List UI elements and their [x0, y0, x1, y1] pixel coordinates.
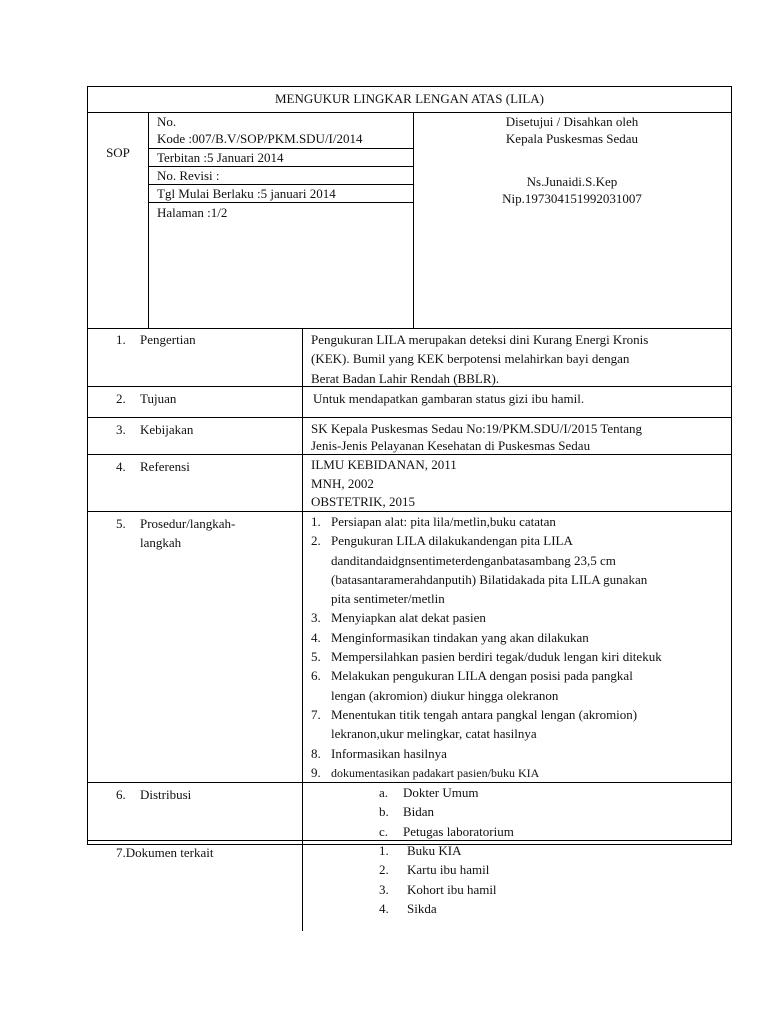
revisi-field: No. Revisi : — [149, 167, 413, 185]
signer-nip: Nip.197304151992031007 — [502, 191, 642, 206]
item-text: Dokter Umum — [403, 785, 479, 800]
content-line: OBSTETRIK, 2015 — [311, 494, 415, 509]
section-label — [140, 514, 300, 552]
item-number: 7. — [311, 706, 321, 722]
item-number: 2. — [379, 862, 389, 878]
procedure-step — [311, 705, 731, 724]
section-number: 3. — [116, 422, 126, 437]
section-kebijakan — [88, 418, 731, 455]
tgl-mulai-field: Tgl Mulai Berlaku :5 januari 2014 — [149, 185, 413, 203]
approval-block — [413, 112, 731, 328]
related-documents-list — [379, 841, 731, 918]
section-pengertian — [88, 328, 731, 387]
item-text: Mempersilahkan pasien berdiri tegak/duduk lengan kiri ditekuk — [331, 649, 662, 665]
document-title: MENGUKUR LINGKAR LENGAN ATAS (LILA) — [88, 87, 731, 113]
item-text: lekranon,ukur melingkar, catat hasilnya — [331, 726, 537, 742]
item-text: (batasantaramerahdanputih) Bilatidakada pita LILA gunakan — [331, 571, 648, 587]
item-number: 8. — [311, 745, 321, 761]
section-content — [303, 455, 731, 511]
signer-name: Ns.Junaidi.S.Kep — [526, 174, 618, 189]
approval-line-2: Kepala Puskesmas Sedau — [505, 131, 639, 146]
section-distribusi — [88, 783, 731, 841]
item-text: Menginformasikan tindakan yang akan dilakukan — [331, 629, 589, 645]
item-text: Sikda — [407, 900, 437, 916]
section-label-cell — [88, 387, 303, 417]
procedure-step — [311, 666, 731, 685]
content-line: Berat Badan Lahir Rendah (BBLR). — [311, 370, 500, 386]
section-number: 2. — [116, 391, 126, 406]
item-text: Kohort ibu hamil — [407, 881, 497, 897]
item-text: Melakukan pengukuran LILA dengan posisi pada pangkal — [331, 668, 633, 684]
distribution-item — [379, 802, 731, 821]
procedure-step — [311, 763, 731, 783]
related-document-item — [379, 880, 731, 899]
section-dokumen-terkait — [88, 841, 731, 931]
related-document-item — [379, 899, 731, 918]
item-number: 1. — [311, 514, 321, 529]
procedure-step — [311, 724, 731, 743]
item-text: Menentukan titik tengah antara pangkal lengan (akromion) — [331, 706, 638, 722]
section-content — [303, 387, 731, 417]
item-number: 3. — [311, 610, 321, 626]
sop-label: SOP — [88, 112, 149, 328]
procedure-step — [311, 744, 731, 763]
content-line: Untuk mendapatkan gambaran status gizi ibu hamil. — [313, 391, 585, 406]
item-text: dokumentasikan padakart pasien/buku KIA — [331, 765, 540, 780]
section-label: Referensi — [140, 459, 190, 474]
item-number: 3. — [379, 881, 389, 897]
content-line: Pengukuran LILA merupakan deteksi dini Kurang Energi Kronis — [311, 332, 649, 347]
item-number: 9. — [311, 764, 321, 780]
procedure-step — [311, 512, 731, 531]
procedure-step — [311, 589, 731, 608]
approval-line-1: Disetujui / Disahkan oleh — [505, 114, 639, 129]
item-text: Menyiapkan alat dekat pasien — [331, 610, 486, 626]
section-label-line: Prosedur/langkah- — [140, 516, 236, 531]
section-label-line: langkah — [140, 535, 182, 550]
halaman-field: Halaman :1/2 — [157, 205, 228, 220]
kode-field: Kode :007/B.V/SOP/PKM.SDU/I/2014 — [149, 130, 413, 149]
item-text: Informasikan hasilnya — [331, 745, 447, 761]
distribution-item — [379, 822, 731, 841]
section-number: 6. — [116, 787, 126, 802]
document-info — [149, 112, 414, 328]
section-label-cell — [88, 455, 303, 511]
section-label-cell — [88, 841, 303, 931]
content-line: MNH, 2002 — [311, 475, 374, 491]
section-content — [303, 328, 731, 386]
section-label: Pengertian — [140, 332, 196, 347]
section-prosedur — [88, 512, 731, 783]
section-label: Tujuan — [140, 391, 177, 406]
related-document-item — [379, 860, 731, 879]
item-number: 5. — [311, 649, 321, 665]
item-text: Kartu ibu hamil — [407, 862, 490, 878]
item-text: Pengukuran LILA dilakukandengan pita LILA — [331, 533, 573, 549]
item-number: 4. — [379, 900, 389, 916]
section-label: Distribusi — [140, 787, 192, 802]
section-content — [303, 783, 731, 840]
distribution-item — [379, 783, 731, 802]
terbitan-field: Terbitan :5 Januari 2014 — [149, 149, 413, 167]
item-text: Petugas laboratorium — [403, 823, 514, 839]
no-label: No. — [157, 114, 177, 129]
procedure-step — [311, 570, 731, 589]
section-label-cell — [88, 512, 303, 782]
content-line: (KEK). Bumil yang KEK berpotensi melahirkan bayi dengan — [311, 351, 630, 367]
section-label-cell — [88, 783, 303, 840]
section-tujuan — [88, 387, 731, 418]
content-line: ILMU KEBIDANAN, 2011 — [311, 457, 457, 472]
procedure-steps — [311, 512, 731, 783]
section-number: 5. — [116, 516, 126, 531]
item-text: lengan (akromion) diukur hingga olekranon — [331, 687, 559, 703]
section-label-cell — [88, 328, 303, 386]
item-text: danditandaidgnsentimeterdenganbatasambang 23,5 cm — [331, 552, 616, 568]
item-text: Buku KIA — [407, 843, 462, 858]
section-content — [303, 841, 731, 931]
related-document-item — [379, 841, 731, 860]
section-label: 7.Dokumen terkait — [116, 845, 214, 860]
section-label-cell — [88, 418, 303, 454]
section-referensi — [88, 455, 731, 512]
section-label: Kebijakan — [140, 422, 194, 437]
section-content — [303, 512, 731, 782]
section-number: 4. — [116, 459, 126, 474]
section-number: 1. — [116, 332, 126, 347]
procedure-step — [311, 647, 731, 666]
item-number: 2. — [311, 533, 321, 549]
item-text: pita sentimeter/metlin — [331, 591, 445, 607]
header-block — [88, 112, 731, 329]
item-number: c. — [379, 823, 389, 839]
sop-document — [87, 86, 732, 916]
procedure-step — [311, 608, 731, 627]
distribution-list — [379, 783, 731, 841]
item-text: Persiapan alat: pita lila/metlin,buku catatan — [331, 514, 556, 529]
content-line: SK Kepala Puskesmas Sedau No:19/PKM.SDU/I/2015 Tentang — [311, 421, 643, 436]
item-number: 1. — [379, 843, 389, 858]
item-number: 6. — [311, 668, 321, 684]
procedure-step — [311, 686, 731, 705]
item-number: b. — [379, 804, 389, 820]
procedure-step — [311, 551, 731, 570]
procedure-step — [311, 628, 731, 647]
section-content — [303, 418, 731, 454]
item-number: a. — [379, 785, 389, 800]
item-number: 4. — [311, 629, 321, 645]
content-line: Jenis-Jenis Pelayanan Kesehatan di Puskesmas Sedau — [311, 438, 591, 453]
item-text: Bidan — [403, 804, 435, 820]
procedure-step — [311, 531, 731, 550]
